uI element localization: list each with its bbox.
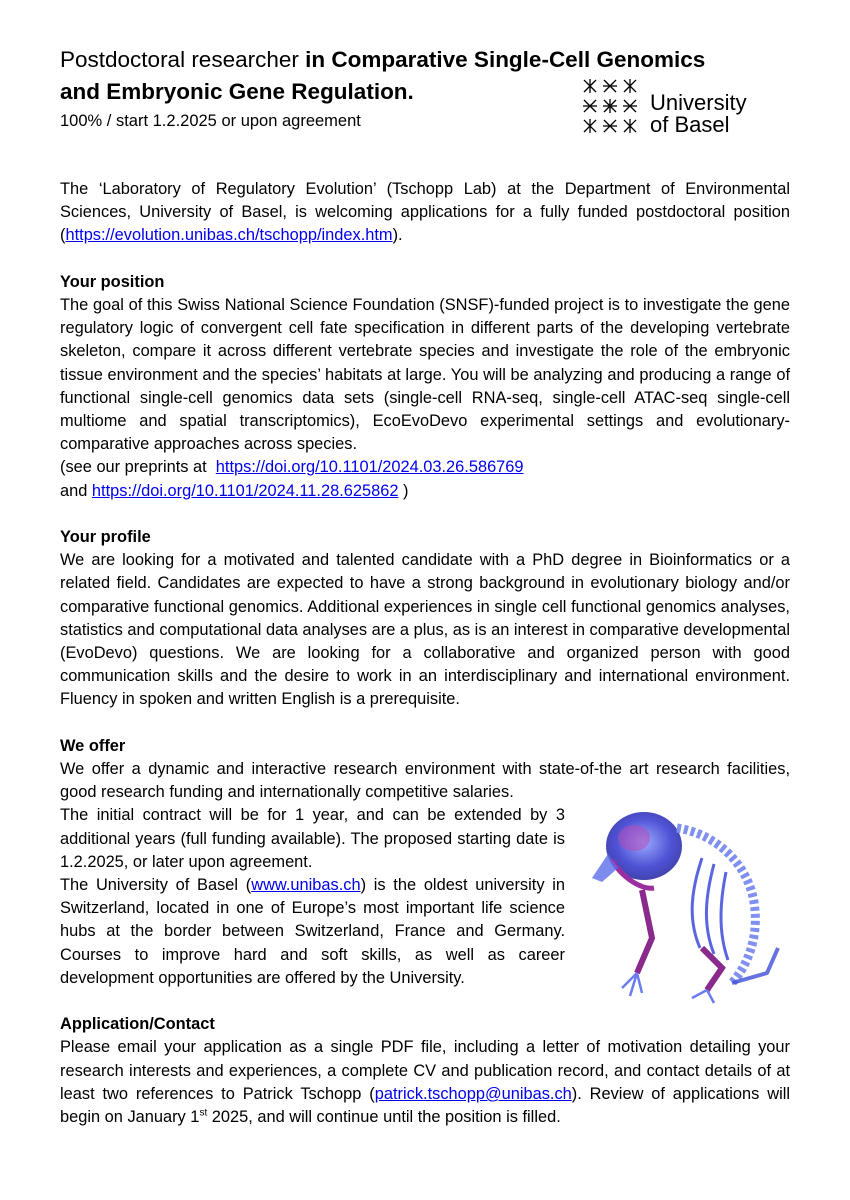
offer-heading: We offer [60,736,126,755]
position-paragraph: The goal of this Swiss National Science Foundation (SNSF)-funded project is to investigate the gene regulatory logic of convergent cell fate specification in different parts of the developing vertebrate skeleton, compare it across different vertebrate species and investigate the role of the embryonic tissue environment and the species’ habitats at large. You will be analyzing and producing a range of functional single-cell genomics data sets (single-cell RNA-seq, single-cell ATAC-seq single-cell multiome and spatial transcriptomics), EcoEvoDevo experimental settings and evolutionary-comparative approaches across species. [60,296,790,454]
title-bold-line2: and Embryonic Gene Regulation. [60,79,414,104]
title-regular: Postdoctoral researcher [60,47,299,72]
offer-text-before: The University of Basel ( [60,876,252,895]
contact-text-after: 2025, and will continue until the position is filled. [207,1108,561,1127]
offer-paragraph-3 [60,874,565,990]
unibas-link[interactable]: www.unibas.ch [251,876,361,895]
university-name [650,92,747,136]
preprints-prefix: (see our preprints at [60,458,207,477]
offer-paragraph-2: The initial contract will be for 1 year, and can be extended by 3 additional years (full funding available). The proposed starting date is 1.2.2025, or later upon agreement. [60,806,565,871]
contact-paragraph [60,1036,790,1129]
contact-heading: Application/Contact [60,1015,215,1034]
preprints-and: and [60,481,88,500]
intro-text-end: ). [392,226,403,245]
lab-website-link[interactable]: https://evolution.unibas.ch/tschopp/index.htm [65,226,393,245]
preprints-block [60,456,790,502]
preprint-link-2[interactable]: https://doi.org/10.1101/2024.11.28.625862 [91,481,399,500]
preprints-suffix: ) [403,481,409,500]
subtitle: 100% / start 1.2.2025 or upon agreement [60,112,361,130]
offer-paragraph-1: We offer a dynamic and interactive research environment with state-of-the art research facilities, good research funding and internationally competitive salaries. [60,760,790,802]
intro-text: The ‘Laboratory of Regulatory Evolution’ (Tschopp Lab) at the Department of Environmental Sciences, University of Basel, is welcoming applications for a fully funded postdoctoral position ( [60,180,790,245]
stained-embryo-skeleton-image [582,798,782,1008]
basel-crosses-icon [580,76,640,136]
position-heading: Your position [60,272,165,291]
intro-paragraph [60,178,790,248]
university-name-line2: of Basel [650,112,730,137]
title-bold-line1: in Comparative Single-Cell Genomics [305,47,706,72]
contact-text-middle: ). Review of applications will begin on January 1 [60,1084,790,1127]
university-logo [580,76,780,140]
offer-text-after: ) is the oldest university in Switzerland, located in one of Europe’s most important life science hubs at the border between Switzerland, France and Germany. Courses to improve hard and soft skills, as well as career development opportunities are offered by the University. [60,876,565,987]
ordinal-suffix: st [199,1107,208,1119]
profile-heading: Your profile [60,528,151,547]
university-name-line1: University [650,90,747,115]
preprint-link-1[interactable]: https://doi.org/10.1101/2024.03.26.586769 [215,458,524,477]
profile-paragraph: We are looking for a motivated and talented candidate with a PhD degree in Bioinformatics or a related field. Candidates are expected to have a strong background in evolutionary biology and/or comparative functional genomics. Additional experiences in single cell functional genomics analyses, statistics and computational data analyses are a plus, as is an interest in comparative developmental (EvoDevo) questions. We are looking for a collaborative and organized person with good communication skills and the desire to work in an interdisciplinary and international environment. Fluency in spoken and written English is a prerequisite. [60,551,790,709]
email-link[interactable]: patrick.tschopp@unibas.ch [374,1084,572,1103]
contact-text-before: Please email your application as a single PDF file, including a letter of motivation detailing your research interests and experiences, a complete CV and publication record, and contact details of at least two references to Patrick Tschopp ( [60,1038,790,1103]
